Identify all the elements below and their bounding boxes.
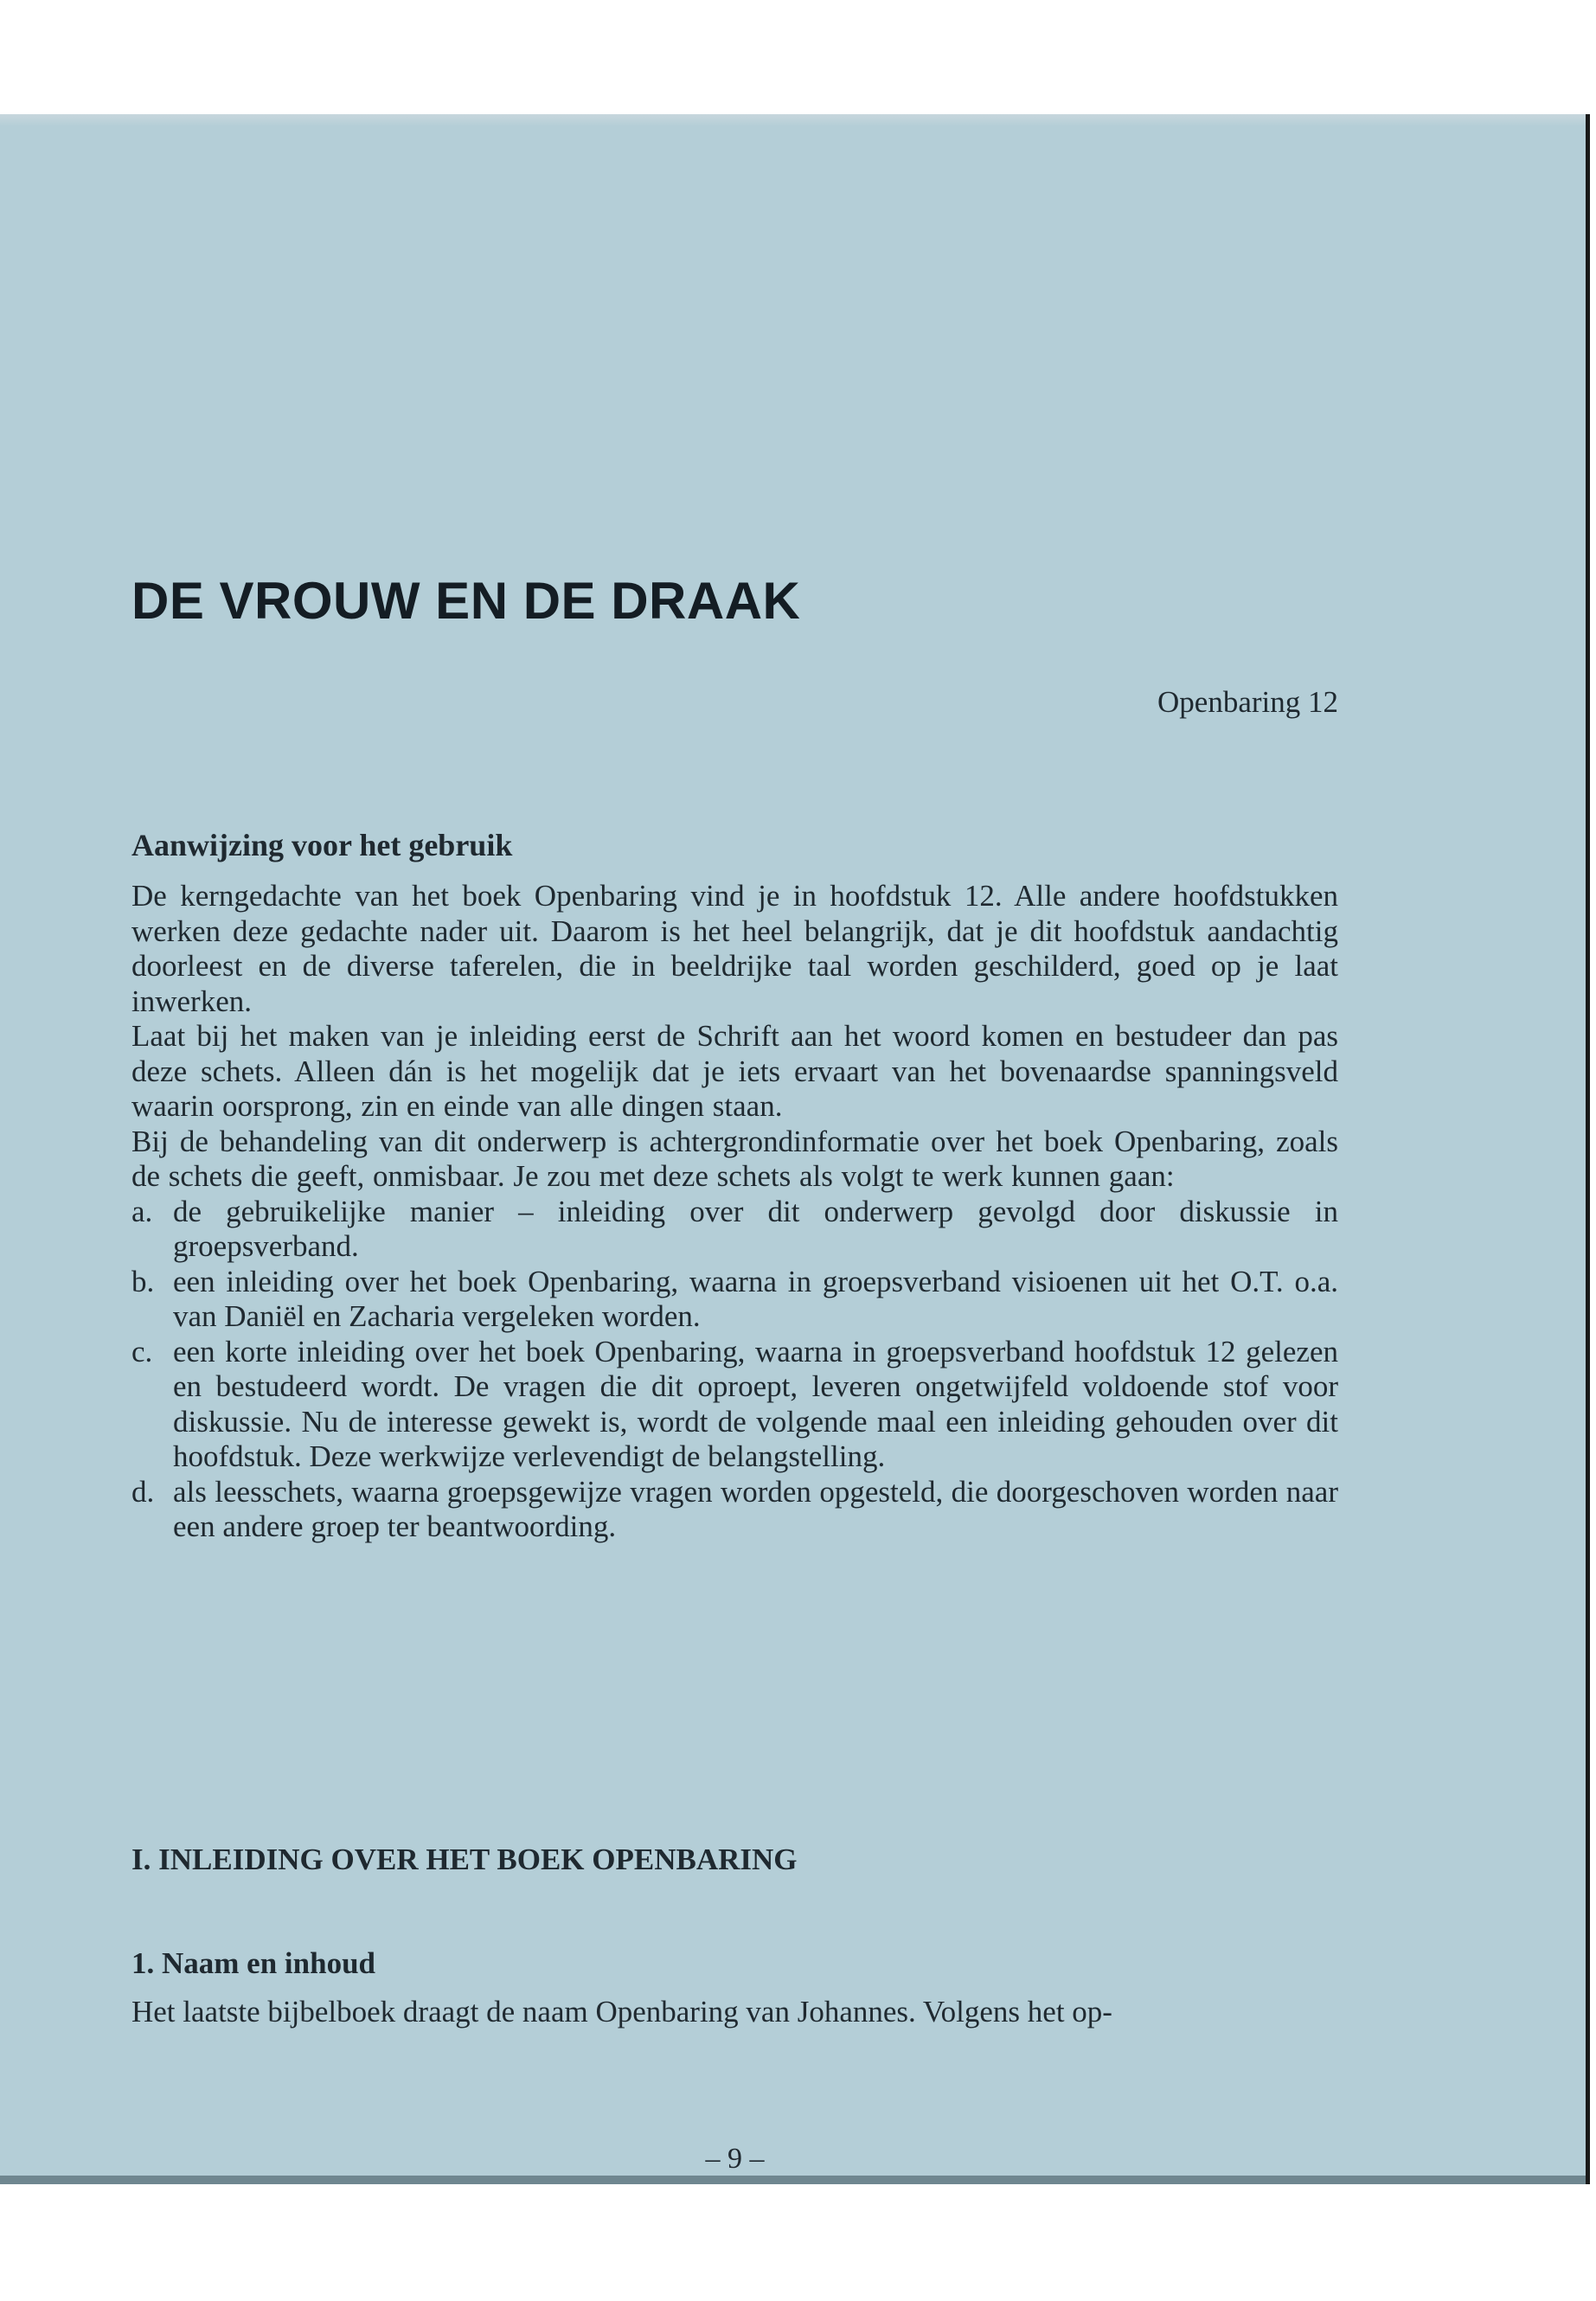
bible-reference: Openbaring 12 [1157,685,1338,719]
option-marker: a. [131,1194,153,1228]
page-bottom-edge [0,2176,1586,2184]
option-item [131,1475,1338,1545]
option-text: een korte inleiding over het boek Openbaring, waarna in groepsverband hoofdstuk 12 gelezen en bestudeerd wordt. De vragen die dit oproept, leveren ongetwijfeld voldoende stof voor diskussie. Nu de interesse gewekt is, wordt de volgende maal een inleiding gehouden over dit hoofdstuk. Deze werkwijze verlevendigt de belangstelling. [173,1334,1338,1473]
instructions-paragraph: Bij de behandeling van dit onderwerp is achtergrondinformatie over het boek Openbaring, zoals de schets die geeft, onmisbaar. Je zou met deze schets als volgt te werk kunnen gaan: [131,1124,1338,1193]
instructions-section [131,827,1338,1545]
body-text: Het laatste bijbelboek draagt de naam Openbaring van Johannes. Volgens het op- [131,1995,1112,2029]
option-marker: d. [131,1474,155,1509]
instructions-paragraph: Laat bij het maken van je inleiding eerst de Schrift aan het woord komen en bestudeer dan pas deze schets. Alleen dán is het mogelijk dat je iets ervaart van het bovenaardse spanningsveld waarin oorsprong, zin en einde van alle dingen staan. [131,1019,1338,1123]
option-marker: b. [131,1264,155,1298]
option-text: de gebruikelijke manier – inleiding over dit onderwerp gevolgd door diskussie in groepsverband. [173,1194,1338,1263]
option-item [131,1265,1338,1335]
option-marker: c. [131,1334,153,1368]
section-heading: 1. Naam en inhoud [131,1946,376,1980]
option-text: een inleiding over het boek Openbaring, waarna in groepsverband visioenen uit het O.T. o.a. van Daniël en Zacharia vergeleken worden. [173,1264,1338,1333]
page-title: DE VROUW EN DE DRAAK [131,572,801,630]
instructions-heading: Aanwijzing voor het gebruik [131,828,513,862]
option-item [131,1195,1338,1265]
options-list [131,1195,1338,1545]
chapter-heading: I. INLEIDING OVER HET BOEK OPENBARING [131,1843,798,1876]
page-number: – 9 – [705,2143,765,2175]
page-top-edge [0,114,1586,126]
instructions-paragraph: De kerngedachte van het boek Openbaring vind je in hoofdstuk 12. Alle andere hoofdstukken werken deze gedachte nader uit. Daarom is het heel belangrijk, dat je dit hoofdstuk aandachtig doorleest en de diverse taferelen, die in beeldrijke taal worden geschilderd, goed op je laat inwerken. [131,879,1338,1018]
page-sheet [0,114,1590,2184]
option-item [131,1335,1338,1475]
option-text: als leesschets, waarna groepsgewijze vragen worden opgesteld, die doorgeschoven worden naar een andere groep ter beantwoording. [173,1474,1338,1543]
